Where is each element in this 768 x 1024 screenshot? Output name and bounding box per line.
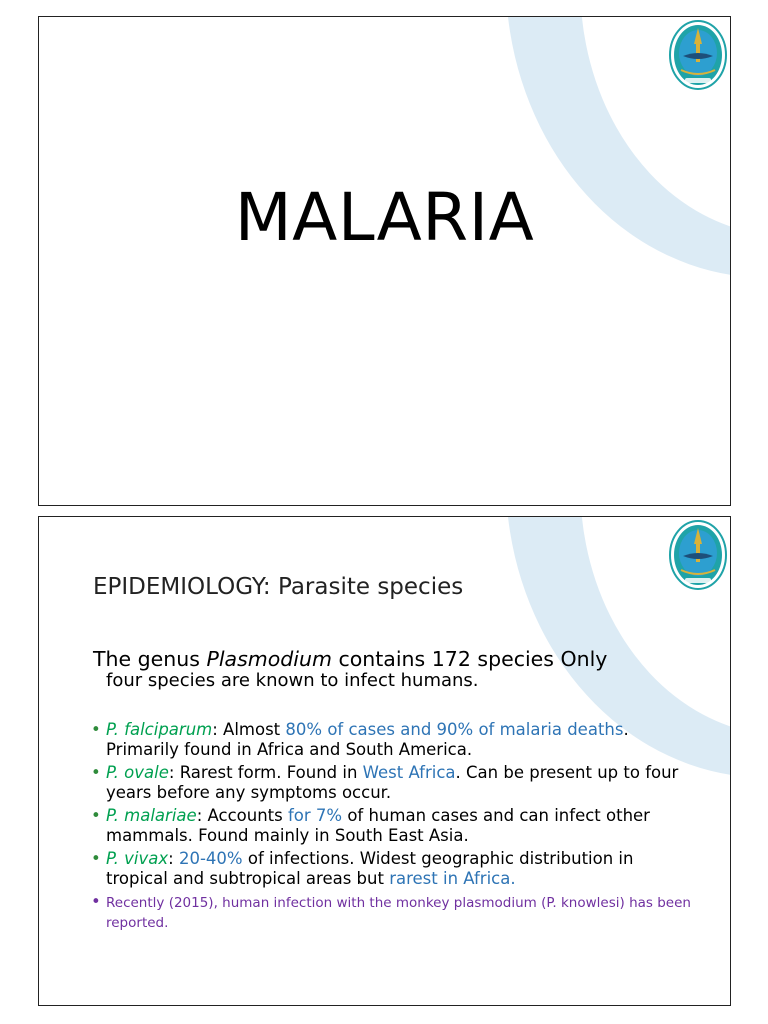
bullet-text: Rarest form. Found in <box>179 763 363 782</box>
separator: : <box>212 720 224 739</box>
highlight-text: 20-40% <box>178 849 243 868</box>
bullet-text: Accounts <box>207 806 288 825</box>
highlight-text: rarest in Africa. <box>389 868 516 888</box>
highlight-text: for 7% <box>287 806 343 825</box>
bullet-text: of human cases and can infect other mammals. Found mainly in South East Asia. <box>106 806 650 845</box>
content-slide <box>38 516 731 1006</box>
list-item-vivax <box>91 849 691 888</box>
bullet-text: . Can be present up to four years before any symptoms occur. <box>106 763 679 802</box>
species-name: P. vivax <box>106 849 169 868</box>
intro-text: four species are known to infect humans. <box>106 670 479 691</box>
highlight-text: 80% of cases and 90% of malaria deaths <box>285 720 624 739</box>
highlight-text: West Africa <box>362 763 456 782</box>
slide-title: MALARIA <box>234 179 535 256</box>
intro-text: contains 172 species Only <box>331 647 608 671</box>
university-logo <box>669 20 727 90</box>
species-list <box>91 720 691 935</box>
species-name: P. malariae <box>106 806 197 825</box>
separator: : <box>196 806 208 825</box>
genus-name: Plasmodium <box>206 647 332 671</box>
intro-paragraph <box>93 648 683 692</box>
list-item-ovale <box>91 763 691 802</box>
list-item-note <box>91 892 691 931</box>
university-logo <box>669 520 727 590</box>
species-name: P. falciparum <box>106 720 213 739</box>
bullet-text: . Primarily found in Africa and South America. <box>106 720 629 759</box>
slide-heading: EPIDEMIOLOGY: Parasite species <box>93 574 464 600</box>
title-slide <box>38 16 731 506</box>
separator: : <box>168 763 180 782</box>
note-text: Recently (2015), human infection with the monkey plasmodium (P. knowlesi) has been reported. <box>106 895 691 931</box>
separator: : <box>168 849 179 868</box>
bullet-text: Almost <box>223 720 286 739</box>
list-item-malariae <box>91 806 691 845</box>
bullet-text: of infections. Widest geographic distribution in tropical and subtropical areas but <box>106 849 634 888</box>
decorative-arc <box>39 17 731 506</box>
species-name: P. ovale <box>106 763 169 782</box>
list-item-falciparum <box>91 720 691 759</box>
intro-text: The genus <box>93 647 207 671</box>
